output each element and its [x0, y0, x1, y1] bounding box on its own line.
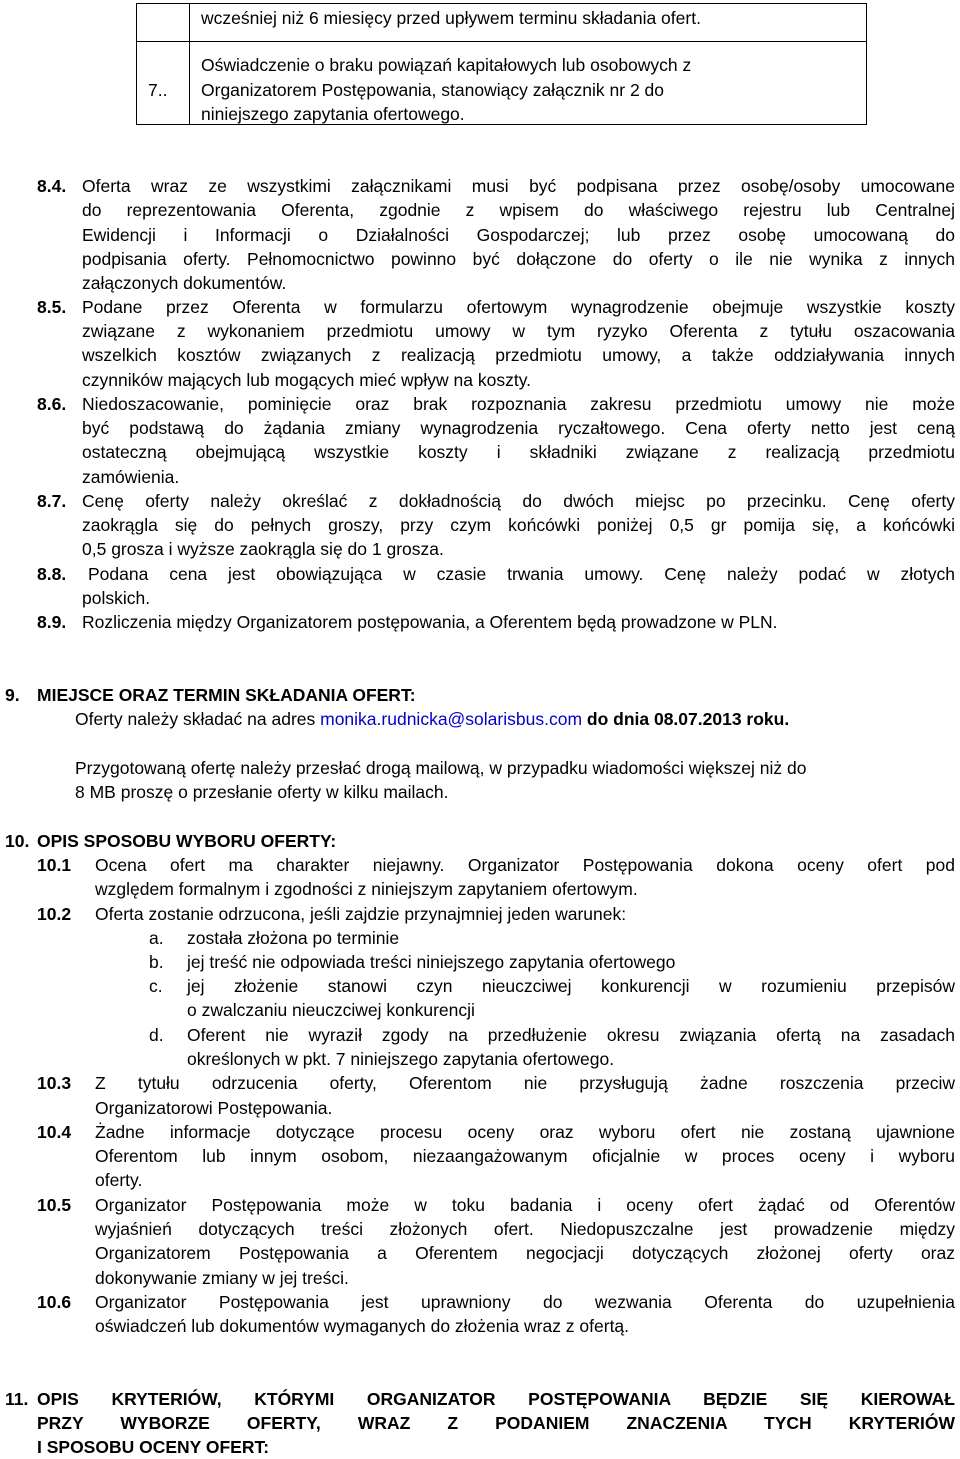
paragraph-line: być podstawą do żądania zmiany wynagrodzenia ryczałtowego. Cena oferty netto jest ceną	[82, 418, 955, 438]
sub-item-line: o zwalczaniu nieuczciwej konkurencji	[187, 1000, 475, 1020]
item-number-8-9: 8.9.	[37, 612, 67, 632]
sub-item-line: określonych w pkt. 7 niniejszego zapytania ofertowego.	[187, 1049, 615, 1069]
table-row2-line: Organizatorem Postępowania, stanowiący załącznik nr 2 do	[201, 80, 665, 100]
paragraph-line: oferty.	[95, 1170, 143, 1190]
sub-item-letter-d: d.	[149, 1025, 164, 1045]
paragraph-line: oświadczeń lub dokumentów wymaganych do złożenia wraz z ofertą.	[95, 1316, 630, 1336]
deadline-text: do dnia 08.07.2013 roku.	[582, 709, 790, 729]
section-number-9: 9.	[5, 685, 20, 705]
section-number-11: 11.	[5, 1389, 29, 1409]
section-heading-11-line: OPIS KRYTERIÓW, KTÓRYMI ORGANIZATOR POSTĘPOWANIA BĘDZIE SIĘ KIEROWAŁ	[37, 1389, 955, 1409]
paragraph-line: Oferentom lub innym osobom, niezaangażowanym oficjalnie w proces oceny i wyboru	[95, 1146, 955, 1166]
item-number-8-6: 8.6.	[37, 394, 67, 414]
table-row1-text: wcześniej niż 6 miesięcy przed upływem terminu składania ofert.	[201, 8, 701, 28]
item-number-10-2: 10.2	[37, 904, 72, 924]
paragraph-line: Ocena ofert ma charakter niejawny. Organizator Postępowania dokona oceny ofert pod	[95, 855, 955, 875]
paragraph-line: dokonywanie zmiany w jej treści.	[95, 1268, 349, 1288]
paragraph-line: Podane przez Oferenta w formularzu ofertowym wynagrodzenie obejmuje wszystkie koszty	[82, 297, 955, 317]
table-column-divider	[189, 4, 190, 124]
email-link[interactable]: monika.rudnicka@solarisbus.com	[320, 709, 583, 729]
item-number-10-3: 10.3	[37, 1073, 72, 1093]
paragraph-line: czynników mających lub mogących mieć wpływ na koszty.	[82, 370, 532, 390]
paragraph-line: wyjaśnień dotyczących treści złożonych ofert. Niedopuszczalne jest prowadzenie między	[95, 1219, 955, 1239]
paragraph-line: zaokrągla się do pełnych groszy, przy czym końcówki poniżej 0,5 gr pomija się, a końcówki	[82, 515, 955, 535]
paragraph-line: Organizator Postępowania może w toku badania i oceny ofert żądać od Oferentów	[95, 1195, 955, 1215]
paragraph-line: Organizatorem Postępowania a Oferentem negocjacji dotyczących złożonej oferty oraz	[95, 1243, 955, 1263]
paragraph-line: załączonych dokumentów.	[82, 273, 287, 293]
item-number-8-8: 8.8.	[37, 564, 67, 584]
sub-item-letter-b: b.	[149, 952, 164, 972]
paragraph-line: związane z wykonaniem przedmiotu umowy w tym ryzyko Oferenta z tytułu oszacowania	[82, 321, 955, 341]
paragraph-line: względem formalnym i zgodności z niniejszym zapytaniem ofertowym.	[95, 879, 638, 899]
paragraph-line: Ewidencji i Informacji o Działalności Gospodarczej; lub przez osobę umocowaną do	[82, 225, 955, 245]
paragraph-line: Organizator Postępowania jest uprawniony do wezwania Oferenta do uzupełnienia	[95, 1292, 955, 1312]
paragraph-line: ostateczną obejmującą wszystkie koszty i składniki związane z realizacją przedmiotu	[82, 442, 955, 462]
item-number-8-4: 8.4.	[37, 176, 67, 196]
paragraph-line: Oferta wraz ze wszystkimi załącznikami musi być podpisana przez osobę/osoby umocowane	[82, 176, 955, 196]
paragraph-line: Cenę oferty należy określać z dokładnością do dwóch miejsc po przecinku. Cenę oferty	[82, 491, 955, 511]
paragraph-line: wszelkich kosztów związanych z realizacją przedmiotu umowy, a także oddziaływania innych	[82, 345, 955, 365]
section-heading-11-line: I SPOSOBU OCENY OFERT:	[37, 1437, 270, 1457]
item-number-8-5: 8.5.	[37, 297, 67, 317]
table-row2-number: 7..	[148, 80, 168, 100]
sub-item-letter-c: c.	[149, 976, 163, 996]
item-number-10-4: 10.4	[37, 1122, 72, 1142]
paragraph-line: podpisania oferty. Pełnomocnictwo powinno być dołączone do oferty o ile nie wynika z innych	[82, 249, 955, 269]
item-number-10-5: 10.5	[37, 1195, 72, 1215]
section-heading-11-line: PRZY WYBORZE OFERTY, WRAZ Z PODANIEM ZNACZENIA TYCH KRYTERIÓW	[37, 1413, 955, 1433]
sub-item-letter-a: a.	[149, 928, 164, 948]
sub-item-line: jej złożenie stanowi czyn nieuczciwej konkurencji w rozumieniu przepisów	[187, 976, 955, 996]
paragraph-line: Żadne informacje dotyczące procesu oceny oraz wyboru ofert nie zostaną ujawnione	[95, 1122, 955, 1142]
table-row2-line: niniejszego zapytania ofertowego.	[201, 104, 465, 124]
paragraph-line: zamówienia.	[82, 467, 180, 487]
paragraph-line: Przygotowaną ofertę należy przesłać drogą mailową, w przypadku wiadomości większej niż do	[75, 758, 807, 778]
section-number-10: 10.	[5, 831, 30, 851]
paragraph-line: 8 MB proszę o przesłanie oferty w kilku mailach.	[75, 782, 449, 802]
paragraph-line: do reprezentowania Oferenta, zgodnie z wpisem do właściwego rejestru lub Centralnej	[82, 200, 955, 220]
sub-item-line: Oferent nie wyraził zgody na przedłużenie okresu związania ofertą na zasadach	[187, 1025, 955, 1045]
item-number-10-1: 10.1	[37, 855, 72, 875]
sub-item-line: została złożona po terminie	[187, 928, 400, 948]
item-number-10-6: 10.6	[37, 1292, 72, 1312]
paragraph-line: Niedoszacowanie, pominięcie oraz brak rozpoznania zakresu przedmiotu umowy nie może	[82, 394, 955, 414]
table-row-divider	[137, 41, 866, 42]
paragraph-line: polskich.	[82, 588, 151, 608]
item-number-8-7: 8.7.	[37, 491, 67, 511]
address-prefix: Oferty należy składać na adres	[75, 709, 321, 729]
paragraph-line: Rozliczenia między Organizatorem postępowania, a Oferentem będą prowadzone w PLN.	[82, 612, 778, 632]
paragraph-line: Podana cena jest obowiązująca w czasie trwania umowy. Cenę należy podać w złotych	[88, 564, 955, 584]
section-heading-9: MIEJSCE ORAZ TERMIN SKŁADANIA OFERT:	[37, 685, 416, 705]
paragraph-line: Z tytułu odrzucenia oferty, Oferentom nie przysługują żadne roszczenia przeciw	[95, 1073, 955, 1093]
paragraph-line: Organizatorowi Postępowania.	[95, 1098, 333, 1118]
section-heading-10: OPIS SPOSOBU WYBORU OFERTY:	[37, 831, 337, 851]
table-row2-line: Oświadczenie o braku powiązań kapitałowych lub osobowych z	[201, 55, 692, 75]
paragraph-line: 0,5 grosza i wyższe zaokrągla się do 1 grosza.	[82, 539, 444, 559]
paragraph-line: Oferta zostanie odrzucona, jeśli zajdzie przynajmniej jeden warunek:	[95, 904, 627, 924]
sub-item-line: jej treść nie odpowiada treści niniejszego zapytania ofertowego	[187, 952, 676, 972]
submission-address-line	[75, 707, 789, 731]
